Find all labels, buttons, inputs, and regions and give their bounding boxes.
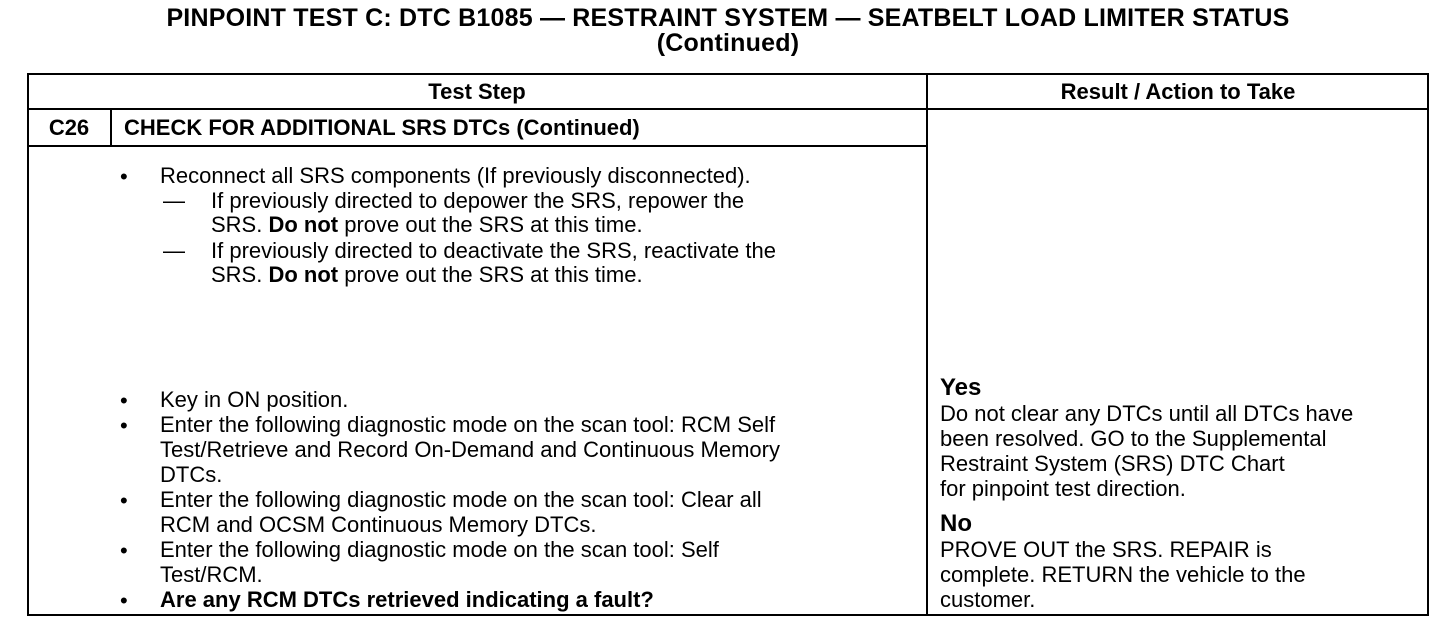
step-heading: CHECK FOR ADDITIONAL SRS DTCs (Continued): [124, 115, 640, 140]
result-yes-l3: Restraint System (SRS) DTC Chart: [940, 451, 1285, 476]
step-item-clear-l1: Enter the following diagnostic mode on the scan tool: Clear all: [160, 487, 762, 512]
sub-item-reactivate-l1: If previously directed to deactivate the SRS, reactivate the: [211, 238, 776, 263]
step-item-key-on: Key in ON position.: [160, 387, 349, 412]
step-item-rcm-l2: Test/RCM.: [160, 562, 263, 587]
column-divider: [926, 73, 928, 616]
sub-item-repower-l1: If previously directed to depower the SRS, repower the: [211, 188, 745, 213]
dash-marker: —: [163, 238, 185, 263]
step-item-reconnect: Reconnect all SRS components (If previously disconnected).: [160, 163, 751, 188]
question-text: Are any RCM DTCs retrieved indicating a fault?: [160, 587, 654, 612]
table-border-top: [27, 73, 1429, 75]
text-segment: prove out the SRS at this time.: [338, 212, 643, 237]
sub-item-reactivate-l2: [211, 262, 643, 287]
result-no-label: No: [940, 510, 972, 537]
step-id: C26: [48, 115, 90, 140]
do-not-emphasis: Do not: [268, 212, 339, 237]
title-line-1: PINPOINT TEST C: DTC B1085 — RESTRAINT SYSTEM — SEATBELT LOAD LIMITER STATUS: [166, 4, 1290, 32]
result-no-l2: complete. RETURN the vehicle to the: [940, 562, 1306, 587]
step-item-self-test-l1: Enter the following diagnostic mode on the scan tool: RCM Self: [160, 412, 776, 437]
bullet-marker: •: [120, 538, 128, 563]
text-segment: SRS.: [211, 262, 269, 287]
page-title: [0, 6, 1456, 56]
bullet-marker: •: [120, 164, 128, 189]
result-no-l1: PROVE OUT the SRS. REPAIR is: [940, 537, 1272, 562]
table-border-right: [1427, 73, 1429, 616]
step-item-self-test-l3: DTCs.: [160, 462, 223, 487]
step-question: [160, 587, 654, 612]
step-item-self-test-l2: Test/Retrieve and Record On-Demand and Continuous Memory: [160, 437, 780, 462]
result-no-l3: customer.: [940, 587, 1036, 612]
result-yes-l2: been resolved. GO to the Supplemental: [940, 426, 1327, 451]
text-segment: SRS.: [211, 212, 269, 237]
text-segment: prove out the SRS at this time.: [338, 262, 643, 287]
step-item-rcm-l1: Enter the following diagnostic mode on the scan tool: Self: [160, 537, 719, 562]
sub-item-repower-l2: [211, 212, 643, 237]
bullet-marker: •: [120, 588, 128, 613]
result-yes-l4: for pinpoint test direction.: [940, 476, 1186, 501]
do-not-emphasis: Do not: [268, 262, 339, 287]
step-row-divider: [27, 145, 927, 147]
bullet-marker: •: [120, 388, 128, 413]
bullet-marker: •: [120, 413, 128, 438]
table-border-bottom: [27, 614, 1429, 616]
result-yes-l1: Do not clear any DTCs until all DTCs have: [940, 401, 1354, 426]
result-yes-label: Yes: [940, 374, 982, 401]
header-divider: [27, 108, 1429, 110]
header-result: Result / Action to Take: [1060, 79, 1296, 104]
step-item-clear-l2: RCM and OCSM Continuous Memory DTCs.: [160, 512, 597, 537]
title-line-2: (Continued): [656, 29, 800, 57]
bullet-marker: •: [120, 488, 128, 513]
dash-marker: —: [163, 188, 185, 213]
header-test-step: Test Step: [428, 79, 526, 104]
table-border-left: [27, 73, 29, 616]
